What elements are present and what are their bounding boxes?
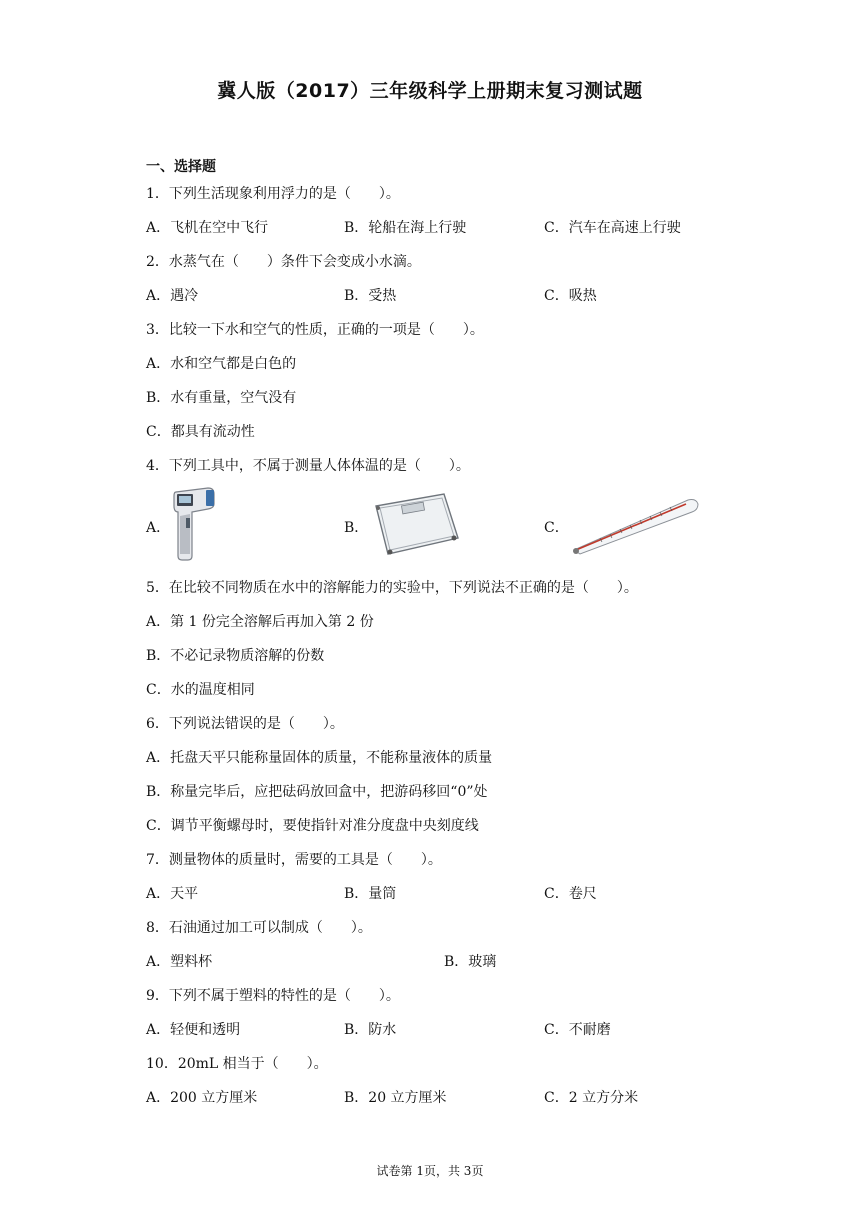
question-5-option-a: A．第 1 份完全溶解后再加入第 2 份: [146, 614, 374, 630]
question-8-option-b: B．玻璃: [444, 954, 497, 970]
question-10-option-b: B．20 立方厘米: [344, 1090, 447, 1106]
question-6-stem: 6．下列说法错误的是（ ）。: [146, 716, 344, 732]
question-9-option-a: A．轻便和透明: [146, 1022, 241, 1038]
question-3-option-c: C．都具有流动性: [146, 424, 255, 440]
question-6-option-b: B．称量完毕后，应把砝码放回盒中，把游码移回“0”处: [146, 784, 488, 800]
question-1-stem: 1．下列生活现象利用浮力的是（ ）。: [146, 186, 400, 202]
question-1-option-a: A．飞机在空中飞行: [146, 220, 269, 236]
question-10-option-c: C．2 立方分米: [544, 1090, 639, 1106]
question-2-option-c: C．吸热: [544, 288, 597, 304]
question-5-stem: 5．在比较不同物质在水中的溶解能力的实验中，下列说法不正确的是（ ）。: [146, 580, 638, 596]
question-7-option-c: C．卷尺: [544, 886, 597, 902]
question-6-option-c: C．调节平衡螺母时，要使指针对准分度盘中央刻度线: [146, 818, 479, 834]
question-4-option-a: A．: [146, 520, 171, 536]
question-3-option-b: B．水有重量，空气没有: [146, 390, 297, 406]
question-9-option-b: B．防水: [344, 1022, 397, 1038]
infrared-thermometer-icon: [168, 484, 218, 564]
section-heading: 一、选择题: [146, 159, 216, 175]
page-footer: 试卷第 1页，共 3页: [376, 1164, 484, 1178]
question-3-stem: 3．比较一下水和空气的性质，正确的一项是（ ）。: [146, 322, 484, 338]
question-4-option-c: C．: [544, 520, 569, 536]
question-2-stem: 2．水蒸气在（ ）条件下会变成小水滴。: [146, 254, 421, 270]
question-1-option-b: B．轮船在海上行驶: [344, 220, 467, 236]
question-2-option-b: B．受热: [344, 288, 397, 304]
question-5-option-c: C．水的温度相同: [146, 682, 255, 698]
question-5-option-b: B．不必记录物质溶解的份数: [146, 648, 325, 664]
clinical-thermometer-icon: [570, 492, 704, 556]
question-8-stem: 8．石油通过加工可以制成（ ）。: [146, 920, 372, 936]
question-7-option-a: A．天平: [146, 886, 199, 902]
question-9-stem: 9．下列不属于塑料的特性的是（ ）。: [146, 988, 400, 1004]
question-6-option-a: A．托盘天平只能称量固体的质量，不能称量液体的质量: [146, 750, 493, 766]
question-4-option-b: B．: [344, 520, 369, 536]
question-8-option-a: A．塑料杯: [146, 954, 213, 970]
question-9-option-c: C．不耐磨: [544, 1022, 611, 1038]
question-2-option-a: A．遇冷: [146, 288, 199, 304]
question-7-stem: 7．测量物体的质量时，需要的工具是（ ）。: [146, 852, 442, 868]
question-10-option-a: A．200 立方厘米: [146, 1090, 258, 1106]
question-1-option-c: C．汽车在高速上行驶: [544, 220, 681, 236]
question-4-stem: 4．下列工具中，不属于测量人体体温的是（ ）。: [146, 458, 470, 474]
question-10-stem: 10．20mL 相当于（ ）。: [146, 1056, 328, 1072]
page-title: 冀人版（2017）三年级科学上册期末复习测试题: [217, 80, 643, 102]
bathroom-scale-icon: [366, 490, 462, 560]
question-3-option-a: A．水和空气都是白色的: [146, 356, 297, 372]
question-7-option-b: B．量筒: [344, 886, 397, 902]
